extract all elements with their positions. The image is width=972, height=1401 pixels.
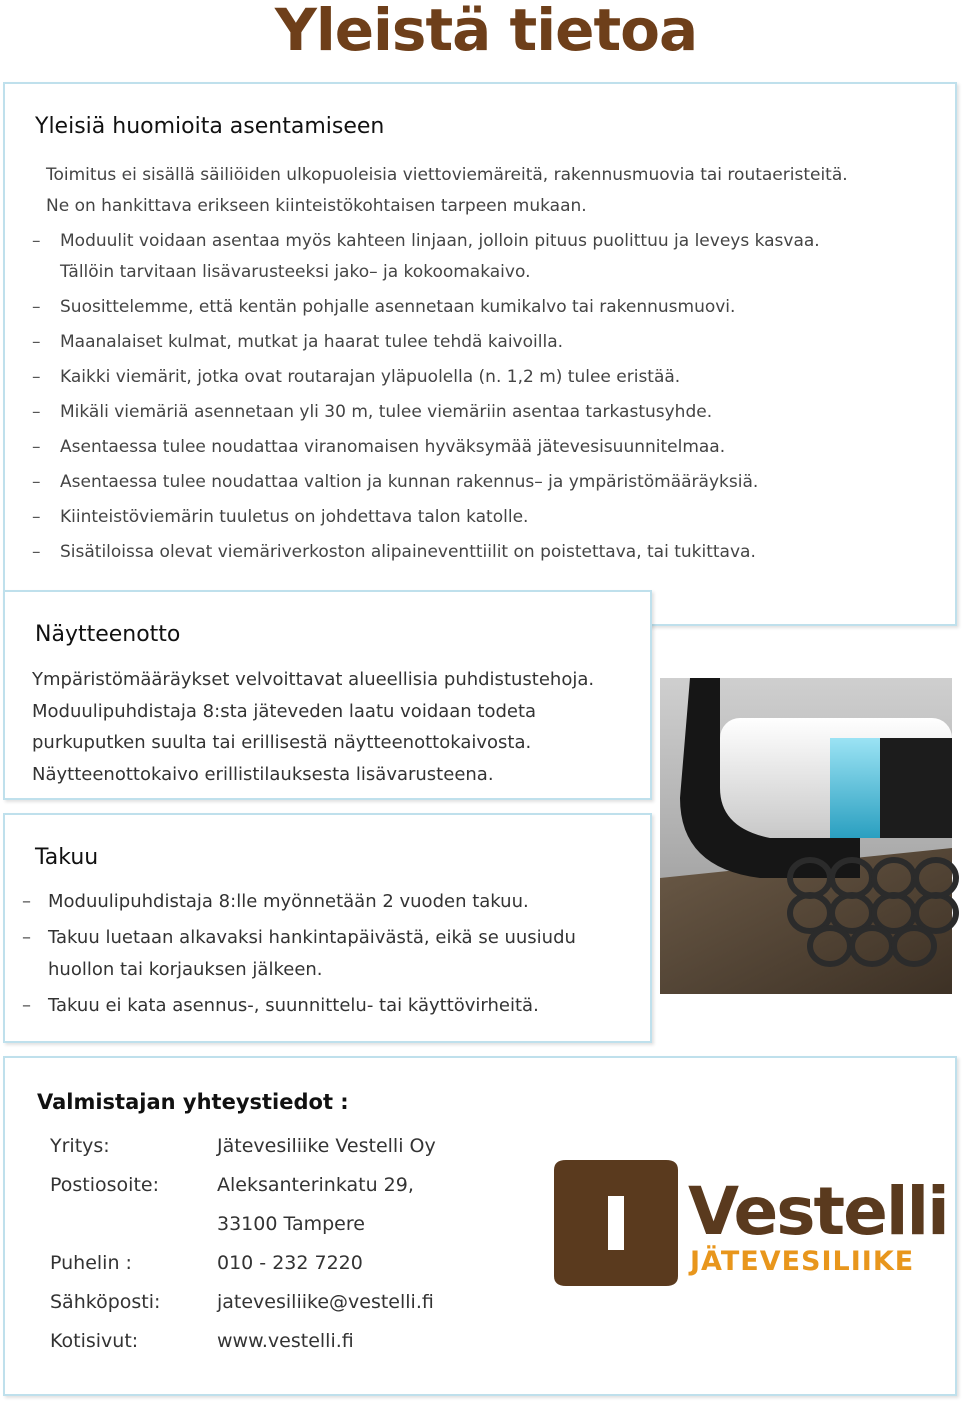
dash-bullet: –	[32, 507, 41, 527]
product-photo	[660, 678, 952, 994]
sampling-line: Ympäristömääräykset velvoittavat alueellisia puhdistustehoja.	[32, 669, 595, 690]
list-item-text: Asentaessa tulee noudattaa valtion ja kunnan rakennus– ja ympäristömääräyksiä.	[60, 472, 759, 492]
list-item	[32, 397, 932, 428]
contact-label-company: Yritys:	[50, 1135, 110, 1157]
list-item	[32, 502, 932, 533]
list-item-text: Sisätiloissa olevat viemäriverkoston alipaineventtiilit on poistettava, tai tukittava.	[60, 542, 756, 562]
general-notes-heading: Yleisiä huomioita asentamiseen	[35, 114, 385, 139]
general-notes-list	[32, 226, 932, 572]
dash-bullet: –	[32, 297, 41, 317]
svg-text:Vestelli: Vestelli	[688, 1173, 948, 1250]
list-item-text: Moduulipuhdistaja 8:lle myönnetään 2 vuoden takuu.	[48, 891, 529, 912]
contact-value-city: 33100 Tampere	[217, 1213, 365, 1235]
dash-bullet: –	[32, 437, 41, 457]
list-item-text: Maanalaiset kulmat, mutkat ja haarat tulee tehdä kaivoilla.	[60, 332, 564, 352]
dash-bullet: –	[32, 472, 41, 492]
list-item	[22, 922, 622, 986]
list-item-text: huollon tai korjauksen jälkeen.	[48, 959, 323, 980]
contact-label-address: Postiosoite:	[50, 1174, 159, 1196]
intro-line: Toimitus ei sisällä säiliöiden ulkopuoleisia viettoviemäreitä, rakennusmuovia tai routaeristeitä.	[46, 165, 848, 185]
list-item	[32, 432, 932, 463]
contact-label-website: Kotisivut:	[50, 1330, 139, 1352]
list-item	[32, 327, 932, 358]
list-item	[32, 467, 932, 498]
sampling-text	[32, 664, 632, 790]
dash-bullet: –	[22, 995, 31, 1016]
contact-heading: Valmistajan yhteystiedot :	[37, 1090, 349, 1114]
list-item-text: Suosittelemme, että kentän pohjalle asennetaan kumikalvo tai rakennusmuovi.	[60, 297, 736, 317]
dash-bullet: –	[32, 402, 41, 422]
list-item-text: Takuu ei kata asennus-, suunnittelu- tai käyttövirheitä.	[48, 995, 539, 1016]
vestelli-logo	[554, 1160, 948, 1286]
page-title: Yleistä tietoa	[274, 0, 698, 64]
list-item-text: Moduulit voidaan asentaa myös kahteen linjaan, jolloin pituus puolittuu ja leveys kasvaa.	[60, 231, 820, 251]
list-item-text: Kaikki viemärit, jotka ovat routarajan yläpuolella (n. 1,2 m) tulee eristää.	[60, 367, 681, 387]
svg-text:JÄTEVESILIIKE: JÄTEVESILIIKE	[690, 1246, 915, 1277]
list-item	[32, 362, 932, 393]
contact-value-company: Jätevesiliike Vestelli Oy	[217, 1135, 436, 1157]
warranty-heading: Takuu	[35, 845, 99, 870]
dash-bullet: –	[32, 542, 41, 562]
sampling-heading: Näytteenotto	[35, 622, 181, 647]
sampling-line: Moduulipuhdistaja 8:sta jäteveden laatu voidaan todeta	[32, 700, 537, 722]
list-item-text: Takuu luetaan alkavaksi hankintapäivästä, eikä se uusiudu	[48, 927, 576, 948]
dash-bullet: –	[32, 231, 41, 251]
list-item	[32, 292, 932, 323]
contact-value-phone: 010 - 232 7220	[217, 1252, 363, 1274]
list-item	[32, 226, 932, 288]
contact-label-email: Sähköposti:	[50, 1291, 161, 1313]
list-item	[22, 886, 622, 918]
list-item-text: Mikäli viemäriä asennetaan yli 30 m, tulee viemäriin asentaa tarkastusyhde.	[60, 402, 713, 422]
contact-value-email[interactable]: jatevesiliike@vestelli.fi	[217, 1291, 434, 1313]
warranty-list	[22, 886, 622, 1026]
general-notes-intro	[46, 160, 848, 222]
contact-value-address: Aleksanterinkatu 29,	[217, 1174, 414, 1196]
dash-bullet: –	[22, 891, 31, 912]
intro-line: Ne on hankittava erikseen kiinteistökohtaisen tarpeen mukaan.	[46, 196, 587, 216]
list-item-text: Tällöin tarvitaan lisävarusteeksi jako– ja kokoomakaivo.	[60, 262, 531, 282]
list-item-text: Kiinteistöviemärin tuuletus on johdettava talon katolle.	[60, 507, 529, 527]
list-item	[22, 990, 622, 1022]
sampling-line: Näytteenottokaivo erillistilauksesta lisävarusteena.	[32, 763, 494, 785]
sampling-line: purkuputken suulta tai erillisestä näytteenottokaivosta.	[32, 732, 532, 753]
list-item	[32, 537, 932, 568]
dash-bullet: –	[32, 367, 41, 387]
dash-bullet: –	[32, 332, 41, 352]
dash-bullet: –	[22, 927, 31, 948]
contact-value-website[interactable]: www.vestelli.fi	[217, 1330, 354, 1352]
list-item-text: Asentaessa tulee noudattaa viranomaisen hyväksymää jätevesisuunnitelmaa.	[60, 437, 726, 457]
contact-label-phone: Puhelin :	[50, 1252, 132, 1274]
